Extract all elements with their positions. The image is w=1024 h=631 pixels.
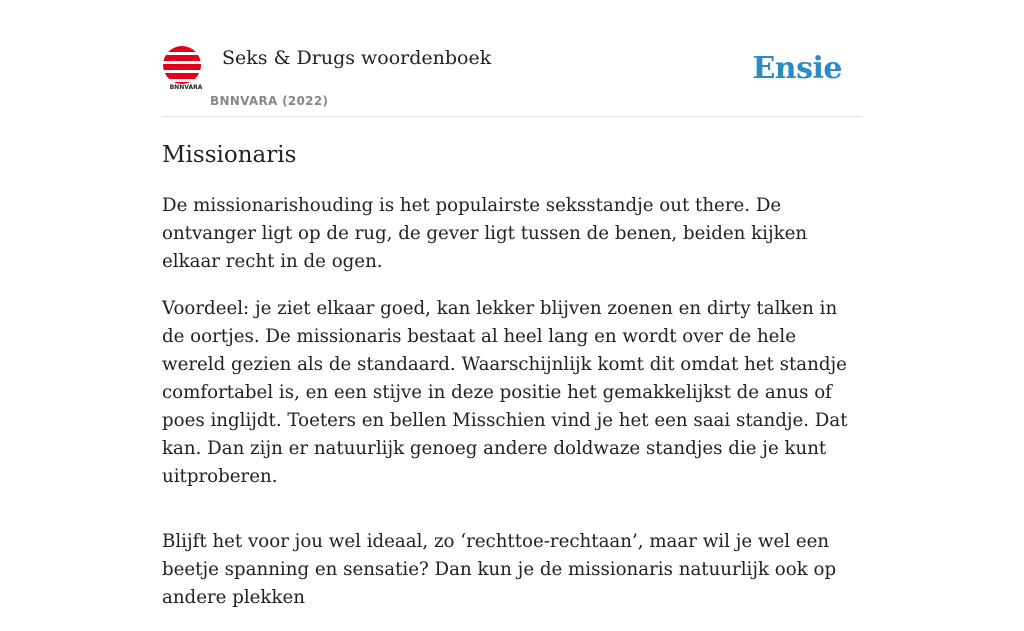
article-body xyxy=(162,192,862,631)
logo-text: BNNVARA xyxy=(169,84,202,90)
article-headword: Missionaris xyxy=(162,142,297,168)
publisher-label: BNNVARA (2022) xyxy=(210,94,329,108)
bnnvara-logo[interactable] xyxy=(162,46,202,90)
article-paragraph: Voordeel: je ziet elkaar goed, kan lekker blijven zoenen en dirty talken in de oortjes. De missionaris bestaat al heel lang en wordt over de hele wereld gezien als de standaard. Waarschijnlijk komt dit omdat het standje comfortabel is, en een stijve in deze positie het gemakkelijkst de anus of poes inglijdt. Toeters en bellen Misschien vind je het een saai standje. Dat kan. Dan zijn er natuurlijk genoeg andere doldwaze standjes die je kunt uitproberen. xyxy=(162,298,848,487)
ensie-logo-link[interactable]: Ensie xyxy=(752,51,842,86)
article-paragraph: De missionarishouding is het populairste seksstandje out there. De ontvanger ligt op de rug, de gever ligt tussen de benen, beiden kijken elkaar recht in de ogen. xyxy=(162,195,808,272)
dictionary-header xyxy=(162,0,862,117)
dictionary-title[interactable]: Seks & Drugs woordenboek xyxy=(222,47,492,69)
article-paragraph: Blijft het voor jou wel ideaal, zo ‘rechttoe-rechtaan’, maar wil je wel een beetje spanning en sensatie? Dan kun je de missionaris natuurlijk ook op andere plekken xyxy=(162,531,837,608)
